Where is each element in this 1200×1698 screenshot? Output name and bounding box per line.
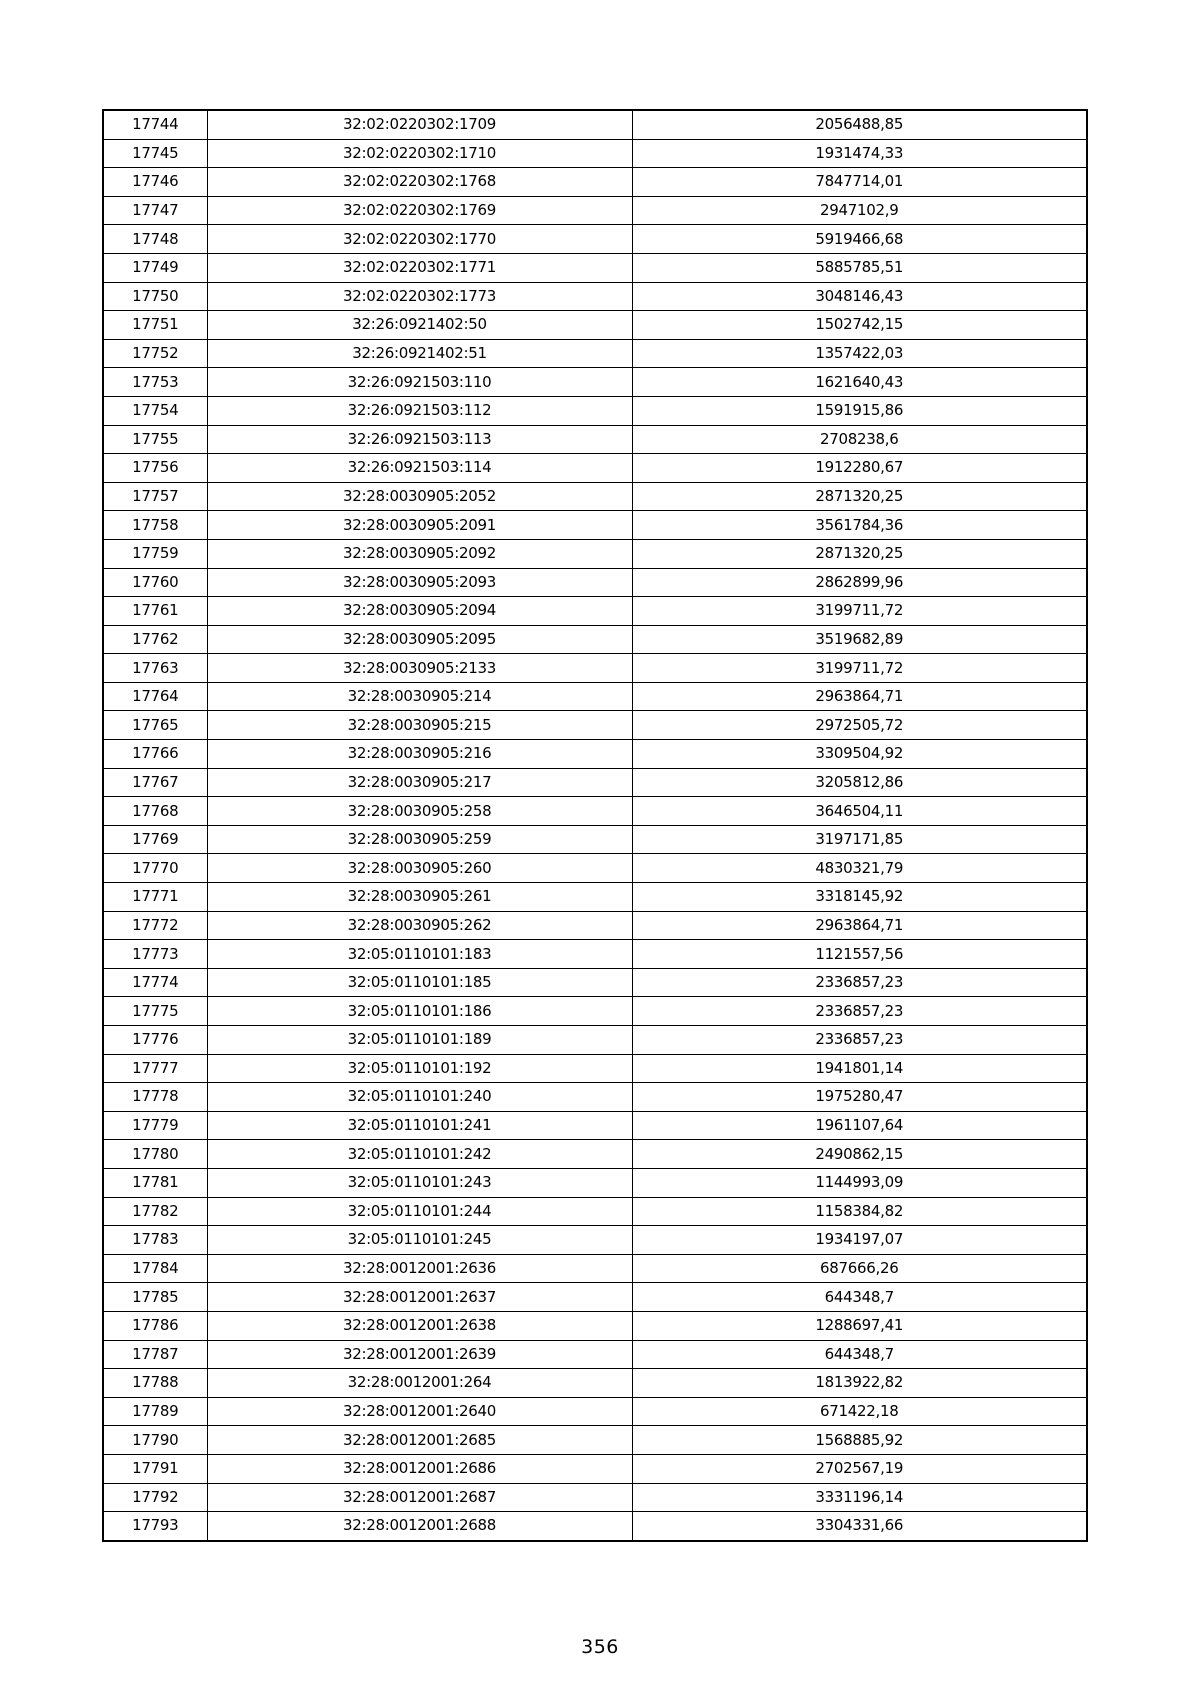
row-number-cell: 17745	[103, 139, 207, 168]
row-number-cell: 17789	[103, 1397, 207, 1426]
row-number-cell: 17748	[103, 225, 207, 254]
row-number-cell: 17753	[103, 368, 207, 397]
row-number-cell: 17760	[103, 568, 207, 597]
row-number-cell: 17773	[103, 940, 207, 969]
row-number-cell: 17791	[103, 1454, 207, 1483]
table-row	[103, 1197, 1087, 1226]
cadastral-value-cell: 2708238,6	[632, 425, 1087, 454]
table-row	[103, 253, 1087, 282]
cadastral-number-cell: 32:05:0110101:185	[207, 968, 632, 997]
cadastral-number-cell: 32:28:0030905:2095	[207, 625, 632, 654]
cadastral-number-cell: 32:02:0220302:1710	[207, 139, 632, 168]
cadastral-value-cell: 2702567,19	[632, 1454, 1087, 1483]
row-number-cell: 17750	[103, 282, 207, 311]
row-number-cell: 17762	[103, 625, 207, 654]
row-number-cell: 17782	[103, 1197, 207, 1226]
row-number-cell: 17775	[103, 997, 207, 1026]
cadastral-number-cell: 32:28:0012001:2688	[207, 1512, 632, 1541]
table-row	[103, 597, 1087, 626]
cadastral-number-cell: 32:28:0012001:2638	[207, 1311, 632, 1340]
cadastral-value-cell: 1941801,14	[632, 1054, 1087, 1083]
cadastral-number-cell: 32:28:0030905:262	[207, 911, 632, 940]
table-row	[103, 1168, 1087, 1197]
table-row	[103, 1311, 1087, 1340]
cadastral-value-cell: 2963864,71	[632, 911, 1087, 940]
cadastral-value-cell: 2972505,72	[632, 711, 1087, 740]
cadastral-number-cell: 32:28:0030905:2091	[207, 511, 632, 540]
table-row	[103, 654, 1087, 683]
row-number-cell: 17752	[103, 339, 207, 368]
row-number-cell: 17759	[103, 539, 207, 568]
table-row	[103, 911, 1087, 940]
cadastral-value-cell: 3331196,14	[632, 1483, 1087, 1512]
cadastral-number-cell: 32:02:0220302:1769	[207, 196, 632, 225]
cadastral-number-cell: 32:26:0921503:110	[207, 368, 632, 397]
cadastral-value-cell: 3304331,66	[632, 1512, 1087, 1541]
table-row	[103, 425, 1087, 454]
cadastral-value-cell: 3561784,36	[632, 511, 1087, 540]
row-number-cell: 17783	[103, 1226, 207, 1255]
cadastral-number-cell: 32:28:0030905:2052	[207, 482, 632, 511]
cadastral-number-cell: 32:05:0110101:192	[207, 1054, 632, 1083]
row-number-cell: 17785	[103, 1283, 207, 1312]
cadastral-number-cell: 32:28:0030905:260	[207, 854, 632, 883]
table-row	[103, 1369, 1087, 1398]
cadastral-value-cell: 2862899,96	[632, 568, 1087, 597]
cadastral-value-cell: 1502742,15	[632, 311, 1087, 340]
cadastral-value-cell: 3309504,92	[632, 740, 1087, 769]
row-number-cell: 17793	[103, 1512, 207, 1541]
cadastral-value-cell: 3048146,43	[632, 282, 1087, 311]
cadastral-value-cell: 2963864,71	[632, 682, 1087, 711]
cadastral-number-cell: 32:28:0012001:2637	[207, 1283, 632, 1312]
cadastral-value-cell: 2336857,23	[632, 997, 1087, 1026]
row-number-cell: 17777	[103, 1054, 207, 1083]
table-row	[103, 997, 1087, 1026]
cadastral-value-cell: 1121557,56	[632, 940, 1087, 969]
cadastral-value-cell: 1621640,43	[632, 368, 1087, 397]
table-row	[103, 883, 1087, 912]
row-number-cell: 17790	[103, 1426, 207, 1455]
cadastral-value-cell: 3318145,92	[632, 883, 1087, 912]
row-number-cell: 17757	[103, 482, 207, 511]
cadastral-number-cell: 32:05:0110101:242	[207, 1140, 632, 1169]
table-row	[103, 1226, 1087, 1255]
cadastral-number-cell: 32:05:0110101:183	[207, 940, 632, 969]
row-number-cell: 17788	[103, 1369, 207, 1398]
cadastral-value-cell: 1591915,86	[632, 396, 1087, 425]
row-number-cell: 17744	[103, 110, 207, 139]
cadastral-number-cell: 32:05:0110101:245	[207, 1226, 632, 1255]
cadastral-number-cell: 32:26:0921402:50	[207, 311, 632, 340]
cadastral-value-cell: 2871320,25	[632, 482, 1087, 511]
cadastral-number-cell: 32:02:0220302:1770	[207, 225, 632, 254]
table-row	[103, 797, 1087, 826]
row-number-cell: 17780	[103, 1140, 207, 1169]
cadastral-number-cell: 32:28:0012001:2639	[207, 1340, 632, 1369]
cadastral-number-cell: 32:26:0921503:114	[207, 454, 632, 483]
cadastral-value-cell: 1568885,92	[632, 1426, 1087, 1455]
table-row	[103, 139, 1087, 168]
cadastral-value-cell: 2056488,85	[632, 110, 1087, 139]
row-number-cell: 17779	[103, 1111, 207, 1140]
cadastral-number-cell: 32:02:0220302:1773	[207, 282, 632, 311]
row-number-cell: 17792	[103, 1483, 207, 1512]
row-number-cell: 17770	[103, 854, 207, 883]
table-row	[103, 511, 1087, 540]
cadastral-number-cell: 32:28:0012001:2636	[207, 1254, 632, 1283]
row-number-cell: 17778	[103, 1083, 207, 1112]
cadastral-value-cell: 2947102,9	[632, 196, 1087, 225]
cadastral-value-cell: 2490862,15	[632, 1140, 1087, 1169]
cadastral-number-cell: 32:05:0110101:241	[207, 1111, 632, 1140]
table-row	[103, 454, 1087, 483]
table-row	[103, 396, 1087, 425]
table-row	[103, 282, 1087, 311]
cadastral-value-cell: 1934197,07	[632, 1226, 1087, 1255]
cadastral-value-cell: 1975280,47	[632, 1083, 1087, 1112]
table-row	[103, 1426, 1087, 1455]
table-row	[103, 1083, 1087, 1112]
cadastral-value-cell: 3199711,72	[632, 597, 1087, 626]
table-row	[103, 1454, 1087, 1483]
table-row	[103, 1340, 1087, 1369]
cadastral-number-cell: 32:05:0110101:243	[207, 1168, 632, 1197]
table-row	[103, 711, 1087, 740]
cadastral-number-cell: 32:05:0110101:244	[207, 1197, 632, 1226]
row-number-cell: 17746	[103, 168, 207, 197]
table-row	[103, 968, 1087, 997]
row-number-cell: 17756	[103, 454, 207, 483]
cadastral-value-cell: 2336857,23	[632, 968, 1087, 997]
cadastral-number-cell: 32:28:0030905:261	[207, 883, 632, 912]
table-row	[103, 1397, 1087, 1426]
row-number-cell: 17768	[103, 797, 207, 826]
cadastral-number-cell: 32:28:0012001:264	[207, 1369, 632, 1398]
cadastral-value-cell: 1144993,09	[632, 1168, 1087, 1197]
row-number-cell: 17772	[103, 911, 207, 940]
table-row	[103, 168, 1087, 197]
cadastral-number-cell: 32:26:0921503:113	[207, 425, 632, 454]
cadastral-number-cell: 32:28:0012001:2685	[207, 1426, 632, 1455]
table-row	[103, 625, 1087, 654]
cadastral-value-cell: 5885785,51	[632, 253, 1087, 282]
table-row	[103, 768, 1087, 797]
cadastral-number-cell: 32:02:0220302:1768	[207, 168, 632, 197]
cadastral-number-cell: 32:05:0110101:240	[207, 1083, 632, 1112]
row-number-cell: 17766	[103, 740, 207, 769]
cadastral-number-cell: 32:28:0030905:217	[207, 768, 632, 797]
table-row	[103, 1483, 1087, 1512]
cadastral-number-cell: 32:02:0220302:1709	[207, 110, 632, 139]
row-number-cell: 17776	[103, 1026, 207, 1055]
row-number-cell: 17754	[103, 396, 207, 425]
row-number-cell: 17749	[103, 253, 207, 282]
cadastral-value-cell: 2871320,25	[632, 539, 1087, 568]
table-row	[103, 1254, 1087, 1283]
row-number-cell: 17769	[103, 825, 207, 854]
table-row	[103, 110, 1087, 139]
table-row	[103, 682, 1087, 711]
row-number-cell: 17751	[103, 311, 207, 340]
row-number-cell: 17784	[103, 1254, 207, 1283]
cadastral-number-cell: 32:02:0220302:1771	[207, 253, 632, 282]
table-row	[103, 1140, 1087, 1169]
cadastral-value-cell: 671422,18	[632, 1397, 1087, 1426]
cadastral-value-cell: 7847714,01	[632, 168, 1087, 197]
cadastral-number-cell: 32:28:0012001:2687	[207, 1483, 632, 1512]
cadastral-number-cell: 32:28:0012001:2686	[207, 1454, 632, 1483]
table-row	[103, 1512, 1087, 1541]
table-row	[103, 940, 1087, 969]
cadastral-number-cell: 32:28:0030905:258	[207, 797, 632, 826]
cadastral-value-cell: 644348,7	[632, 1340, 1087, 1369]
cadastral-number-cell: 32:28:0012001:2640	[207, 1397, 632, 1426]
cadastral-number-cell: 32:28:0030905:215	[207, 711, 632, 740]
cadastral-value-cell: 3197171,85	[632, 825, 1087, 854]
row-number-cell: 17787	[103, 1340, 207, 1369]
row-number-cell: 17767	[103, 768, 207, 797]
row-number-cell: 17774	[103, 968, 207, 997]
table-row	[103, 568, 1087, 597]
cadastral-number-cell: 32:26:0921503:112	[207, 396, 632, 425]
cadastral-number-cell: 32:28:0030905:2092	[207, 539, 632, 568]
cadastral-value-table	[102, 109, 1088, 1542]
cadastral-value-cell: 1357422,03	[632, 339, 1087, 368]
row-number-cell: 17761	[103, 597, 207, 626]
cadastral-value-cell: 1912280,67	[632, 454, 1087, 483]
cadastral-number-cell: 32:28:0030905:216	[207, 740, 632, 769]
row-number-cell: 17765	[103, 711, 207, 740]
page-number: 356	[581, 1636, 619, 1658]
table-row	[103, 740, 1087, 769]
table-row	[103, 1111, 1087, 1140]
cadastral-number-cell: 32:05:0110101:189	[207, 1026, 632, 1055]
table-row	[103, 482, 1087, 511]
cadastral-number-cell: 32:26:0921402:51	[207, 339, 632, 368]
cadastral-value-cell: 1158384,82	[632, 1197, 1087, 1226]
cadastral-value-cell: 644348,7	[632, 1283, 1087, 1312]
row-number-cell: 17755	[103, 425, 207, 454]
cadastral-number-cell: 32:28:0030905:2093	[207, 568, 632, 597]
cadastral-number-cell: 32:28:0030905:259	[207, 825, 632, 854]
cadastral-value-cell: 1288697,41	[632, 1311, 1087, 1340]
cadastral-number-cell: 32:28:0030905:2133	[207, 654, 632, 683]
table-row	[103, 1283, 1087, 1312]
table-row	[103, 825, 1087, 854]
row-number-cell: 17758	[103, 511, 207, 540]
row-number-cell: 17781	[103, 1168, 207, 1197]
cadastral-value-cell: 1961107,64	[632, 1111, 1087, 1140]
cadastral-value-cell: 3205812,86	[632, 768, 1087, 797]
table-row	[103, 368, 1087, 397]
row-number-cell: 17747	[103, 196, 207, 225]
cadastral-value-cell: 4830321,79	[632, 854, 1087, 883]
cadastral-value-cell: 3646504,11	[632, 797, 1087, 826]
table-row	[103, 854, 1087, 883]
cadastral-value-cell: 687666,26	[632, 1254, 1087, 1283]
table-row	[103, 1054, 1087, 1083]
cadastral-number-cell: 32:05:0110101:186	[207, 997, 632, 1026]
cadastral-value-cell: 5919466,68	[632, 225, 1087, 254]
cadastral-number-cell: 32:28:0030905:214	[207, 682, 632, 711]
cadastral-number-cell: 32:28:0030905:2094	[207, 597, 632, 626]
row-number-cell: 17764	[103, 682, 207, 711]
row-number-cell: 17786	[103, 1311, 207, 1340]
cadastral-value-cell: 1813922,82	[632, 1369, 1087, 1398]
table-row	[103, 339, 1087, 368]
table-body	[103, 110, 1087, 1541]
row-number-cell: 17771	[103, 883, 207, 912]
cadastral-value-cell: 3199711,72	[632, 654, 1087, 683]
table-row	[103, 311, 1087, 340]
table-row	[103, 225, 1087, 254]
table-row	[103, 1026, 1087, 1055]
cadastral-value-cell: 1931474,33	[632, 139, 1087, 168]
cadastral-value-cell: 2336857,23	[632, 1026, 1087, 1055]
table-row	[103, 539, 1087, 568]
row-number-cell: 17763	[103, 654, 207, 683]
table-row	[103, 196, 1087, 225]
cadastral-value-cell: 3519682,89	[632, 625, 1087, 654]
